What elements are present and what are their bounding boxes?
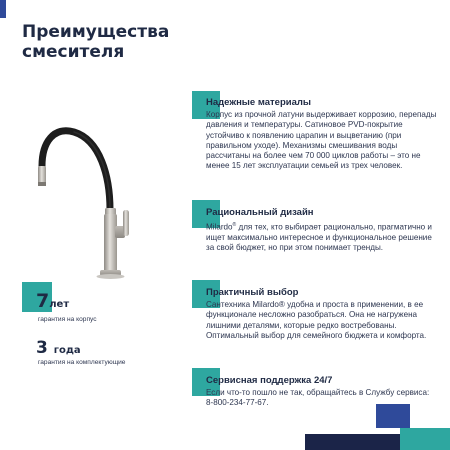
feature-title: Практичный выбор [206, 287, 299, 298]
faucet-image [30, 118, 150, 298]
corner-accent [0, 0, 6, 18]
feature-title: Рациональный дизайн [206, 207, 314, 218]
feature-text-rest: для тех, кто выбирает рационально, прагматично и ищет максимально интересное и функциональное решение за свой бюджет, но при этом понимает тренды. [206, 222, 432, 253]
feature-text: Корпус из прочной латуни выдерживает коррозию, перепады давления и температуры. Сатиновое PVD-покрытие устойчиво к появлению царапин и выцветанию (при правильном уходе). Механизмы смешивания воды рассчитаны на более чем 70 000 циклов работы – это не менее 15 лет эксплуатации семьей из трех человек. [206, 110, 437, 171]
feature-title: Надежные материалы [206, 97, 312, 108]
decor-block [376, 404, 410, 428]
feature-materials [206, 97, 440, 172]
decor-block [305, 434, 405, 450]
stat-value: 7 [36, 290, 50, 312]
brand-name: Milardo [206, 222, 233, 232]
stat-unit: года [53, 345, 81, 356]
stat-value: 3 [36, 338, 48, 358]
stat-label: гарантия на комплектующие [38, 359, 126, 366]
stat-unit: лет [49, 299, 70, 310]
feature-text [206, 220, 440, 254]
page-title: Преимущества смесителя [22, 22, 170, 62]
stat-label: гарантия на корпус [38, 316, 97, 323]
feature-design [206, 207, 440, 254]
decor-block [400, 428, 450, 450]
feature-text: Сантехника Milardo® удобна и проста в применении, в ее функционале несложно разобраться. Она не нагружена лишними деталями, которые редко востребованы. Оптимальный выбор для семейного бюджета и комфорта. [206, 300, 427, 340]
stat-number [36, 338, 81, 358]
feature-practical [206, 287, 440, 341]
stat-number [36, 290, 69, 312]
feature-text: Если что-то пошло не так, обращайтесь в Службу сервиса: 8-800-234-77-67. [206, 388, 430, 408]
registered-mark: ® [232, 222, 237, 228]
feature-title: Сервисная поддержка 24/7 [206, 375, 333, 386]
